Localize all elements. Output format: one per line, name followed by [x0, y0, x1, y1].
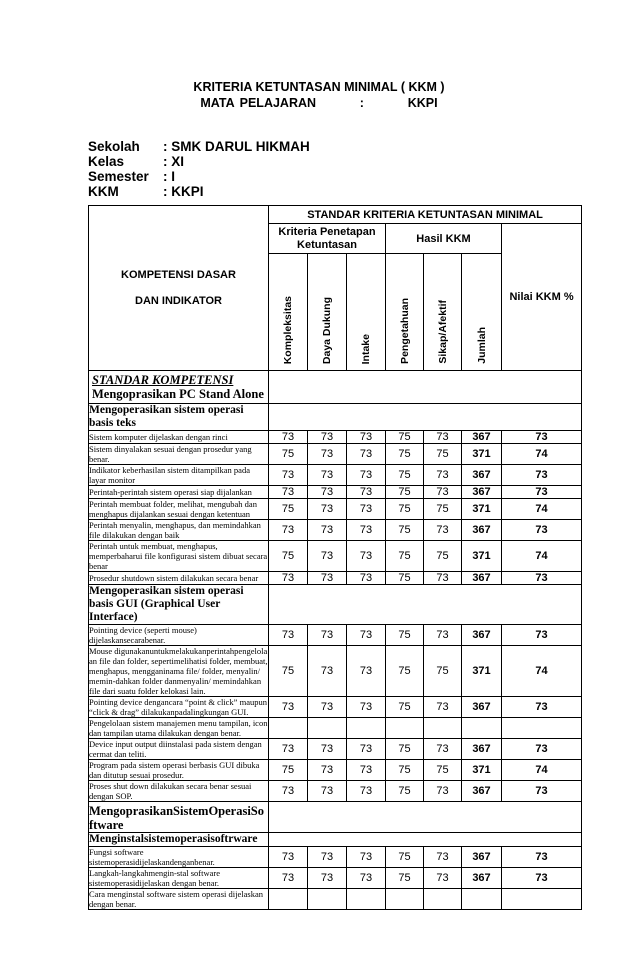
jumlah-value: 367 [462, 739, 502, 760]
intake-value [347, 889, 386, 910]
standar-kompetensi-cell [89, 371, 269, 404]
jumlah-value: 367 [462, 431, 502, 444]
intake-value: 73 [347, 444, 386, 465]
daya-dukung-value: 73 [308, 520, 347, 541]
daya-dukung-value: 73 [308, 444, 347, 465]
indikator-text: Perintah-perintah sistem operasi siap dijalankan [89, 486, 269, 499]
kriteria-header: Kriteria Penetapan Ketuntasan [269, 224, 386, 254]
daya-dukung-value: 73 [308, 697, 347, 718]
pengetahuan-value: 75 [386, 541, 424, 572]
daya-dukung-value: 73 [308, 541, 347, 572]
kompleksitas-value: 73 [269, 520, 308, 541]
nilai-kkm-value: 73 [502, 520, 582, 541]
table-row [89, 585, 582, 625]
nilai-kkm-value: 73 [502, 697, 582, 718]
table-row [89, 572, 582, 585]
info-semester [88, 169, 175, 184]
empty-cell [269, 833, 582, 847]
nilai-kkm-value: 74 [502, 646, 582, 697]
jumlah-value [462, 718, 502, 739]
info-label: Semester [88, 169, 149, 184]
nilai-kkm-value: 73 [502, 781, 582, 802]
table-row [89, 847, 582, 868]
nilai-kkm-value: 74 [502, 444, 582, 465]
intake-value: 73 [347, 625, 386, 646]
info-class [88, 154, 184, 169]
kompleksitas-value: 73 [269, 868, 308, 889]
daya-dukung-value: 73 [308, 465, 347, 486]
jumlah-value: 367 [462, 572, 502, 585]
kompleksitas-value: 73 [269, 431, 308, 444]
info-value: : KKPI [163, 184, 204, 199]
daya-dukung-value: 73 [308, 781, 347, 802]
table-row [89, 431, 582, 444]
hasil-header: Hasil KKM [386, 224, 502, 254]
empty-cell [269, 404, 582, 431]
sikap-value: 75 [424, 541, 462, 572]
pengetahuan-value: 75 [386, 781, 424, 802]
col-daya-dukung [308, 254, 347, 371]
document-title: KRITERIA KETUNTASAN MINIMAL ( KKM ) [193, 80, 445, 94]
kompleksitas-value [269, 718, 308, 739]
intake-value: 73 [347, 572, 386, 585]
indikator-text: Proses shut down dilakukan secara benar sesuai dengan SOP. [89, 781, 269, 802]
table-row [89, 760, 582, 781]
table-row [89, 465, 582, 486]
sikap-value [424, 889, 462, 910]
jumlah-value: 367 [462, 465, 502, 486]
subject-line: MATA PELAJARAN : KKPI [200, 96, 438, 110]
pengetahuan-value: 75 [386, 868, 424, 889]
kompleksitas-value: 75 [269, 444, 308, 465]
pengetahuan-value: 75 [386, 572, 424, 585]
kompleksitas-value: 73 [269, 781, 308, 802]
kompleksitas-value: 73 [269, 465, 308, 486]
nilai-kkm-value: 73 [502, 739, 582, 760]
intake-value: 73 [347, 646, 386, 697]
table-row [89, 486, 582, 499]
info-kkm [88, 184, 204, 199]
table-row [89, 889, 582, 910]
jumlah-value: 371 [462, 760, 502, 781]
indikator-text: Pointing device (seperti mouse) dijelaskansecarabenar. [89, 625, 269, 646]
jumlah-value [462, 889, 502, 910]
indikator-text: Perintah untuk membuat, menghapus, memperbaharui file konfigurasi sistem dibuat secara benar [89, 541, 268, 571]
table-row [89, 371, 582, 404]
intake-value: 73 [347, 697, 386, 718]
info-value: : SMK DARUL HIKMAH [163, 139, 310, 154]
sikap-value: 73 [424, 697, 462, 718]
kompleksitas-value: 73 [269, 572, 308, 585]
table-row [89, 520, 582, 541]
nilai-kkm-value: 73 [502, 465, 582, 486]
indikator-text: Prosedur shutdown sistem dilakukan secara benar [89, 572, 269, 585]
intake-value: 73 [347, 760, 386, 781]
daya-dukung-value: 73 [308, 739, 347, 760]
table-row [89, 444, 582, 465]
table-row [89, 499, 582, 520]
jumlah-value: 371 [462, 541, 502, 572]
kompleksitas-value: 73 [269, 847, 308, 868]
col-label: Kompleksitas [282, 295, 294, 364]
col-label: Intake [360, 333, 372, 364]
jumlah-value: 367 [462, 868, 502, 889]
intake-value: 73 [347, 781, 386, 802]
sikap-value: 75 [424, 760, 462, 781]
table-row [89, 739, 582, 760]
pengetahuan-value: 75 [386, 499, 424, 520]
sikap-value: 73 [424, 781, 462, 802]
table-row [89, 541, 582, 572]
pengetahuan-value: 75 [386, 486, 424, 499]
col-label: Sikap/Afektif [436, 300, 449, 364]
daya-dukung-value: 73 [308, 646, 347, 697]
daya-dukung-value: 73 [308, 431, 347, 444]
pengetahuan-value: 75 [386, 760, 424, 781]
daya-dukung-value: 73 [308, 499, 347, 520]
intake-value: 73 [347, 499, 386, 520]
nilai-kkm-value: 74 [502, 760, 582, 781]
nilai-kkm-value: 73 [502, 625, 582, 646]
indikator-text: Device input output diinstalasi pada sistem dengan cermat dan teliti. [89, 739, 269, 760]
intake-value: 73 [347, 739, 386, 760]
indikator-text: Indikator keberhasilan sistem ditampilkan pada layar monitor [89, 465, 269, 486]
nilai-kkm-value [502, 718, 582, 739]
pengetahuan-value: 75 [386, 847, 424, 868]
indikator-text: Mouse digunakanuntukmelakukanperintahpengelola an file dan folder, sepertimelihatisi folder, membuat, menghapus, mengganinama file/ folder, menyalin/ memin-dahkan folder danmenyalin/ memindahkan file dari suatu folder kelokasi lain. [89, 646, 268, 696]
sikap-value: 73 [424, 431, 462, 444]
kompleksitas-value: 73 [269, 625, 308, 646]
kompetensi-dasar: Menginstalsistemoperasisoftrware [89, 833, 269, 847]
indikator-text: Perintah membuat folder, melihat, mengubah dan menghapus dijalankan sesuai dengan ketentuan [89, 499, 269, 520]
kompetensi-dasar: Mengoperasikan sistem operasi basis GUI (Graphical User Interface) [89, 585, 269, 625]
pengetahuan-value [386, 718, 424, 739]
table-row [89, 625, 582, 646]
info-label: KKM [88, 184, 119, 199]
nilai-kkm-value: 73 [502, 847, 582, 868]
pengetahuan-value: 75 [386, 444, 424, 465]
empty-cell [269, 585, 582, 625]
sikap-value: 73 [424, 465, 462, 486]
standar-kompetensi-title: Mengoprasikan PC Stand Alone [92, 387, 264, 401]
pengetahuan-value: 75 [386, 739, 424, 760]
jumlah-value: 371 [462, 499, 502, 520]
table-row [89, 802, 582, 833]
pengetahuan-value: 75 [386, 646, 424, 697]
col-label: Daya Dukung [321, 296, 333, 364]
info-school [88, 139, 310, 154]
table-row [89, 697, 582, 718]
kompleksitas-value: 75 [269, 760, 308, 781]
standar-kompetensi-title: MengoprasikanSistemOperasiSoftware [89, 802, 269, 833]
col-kompleksitas [269, 254, 308, 371]
kkm-table [88, 205, 582, 910]
sikap-value: 73 [424, 625, 462, 646]
daya-dukung-value: 73 [308, 847, 347, 868]
sikap-value: 73 [424, 739, 462, 760]
pengetahuan-value: 75 [386, 520, 424, 541]
intake-value: 73 [347, 486, 386, 499]
kompleksitas-value: 73 [269, 486, 308, 499]
daya-dukung-value: 73 [308, 572, 347, 585]
jumlah-value: 367 [462, 625, 502, 646]
indikator-text: Langkah-langkahmengin-stal software sistemoperasidijelaskan dengan benar. [89, 868, 269, 889]
sikap-value [424, 718, 462, 739]
info-value: : I [163, 169, 175, 184]
col-pengetahuan [386, 254, 424, 371]
pengetahuan-value: 75 [386, 697, 424, 718]
nilai-kkm-value: 73 [502, 572, 582, 585]
sikap-value: 73 [424, 520, 462, 541]
standar-header: STANDAR KRITERIA KETUNTASAN MINIMAL [269, 206, 582, 224]
sikap-value: 75 [424, 646, 462, 697]
nilai-kkm-value: 74 [502, 541, 582, 572]
daya-dukung-value: 73 [308, 625, 347, 646]
pengetahuan-value: 75 [386, 465, 424, 486]
daya-dukung-value: 73 [308, 868, 347, 889]
empty-cell [269, 802, 582, 833]
nilai-header: Nilai KKM % [502, 224, 582, 371]
kompetensi-dasar: Mengoperasikan sistem operasi basis teks [89, 404, 269, 431]
table-row [89, 646, 582, 697]
kompleksitas-value: 75 [269, 646, 308, 697]
table-row [89, 833, 582, 847]
nilai-kkm-value: 74 [502, 499, 582, 520]
jumlah-value: 367 [462, 486, 502, 499]
col-jumlah [462, 254, 502, 371]
sikap-value: 73 [424, 868, 462, 889]
daya-dukung-value: 73 [308, 760, 347, 781]
indikator-text: Cara menginstal software sistem operasi dijelaskan dengan benar. [89, 889, 269, 910]
intake-value: 73 [347, 541, 386, 572]
col-label: Pengetahuan [398, 298, 411, 364]
intake-value: 73 [347, 431, 386, 444]
indikator-text: Sistem komputer dijelaskan dengan rinci [89, 431, 269, 444]
standar-kompetensi-label: STANDAR KOMPETENSI [92, 373, 234, 387]
pengetahuan-value: 75 [386, 431, 424, 444]
table-row [89, 718, 582, 739]
indikator-text: Pengelolaan sistem manajemen menu tampilan, icon dan tampilan utama dilakukan dengan benar. [89, 718, 268, 738]
indikator-text: Program pada sistem operasi berbasis GUI dibuka dan ditutup sesuai prosedur. [89, 760, 269, 781]
pengetahuan-value [386, 889, 424, 910]
pengetahuan-value: 75 [386, 625, 424, 646]
table-row [89, 781, 582, 802]
jumlah-value: 367 [462, 520, 502, 541]
indikator-text: Sistem dinyalakan sesuai dengan prosedur yang benar. [89, 444, 269, 465]
jumlah-value: 371 [462, 646, 502, 697]
intake-value: 73 [347, 847, 386, 868]
nilai-kkm-value: 73 [502, 486, 582, 499]
sikap-value: 75 [424, 444, 462, 465]
indikator-text: Fungsi software sistemoperasidijelaskandenganbenar. [89, 847, 269, 868]
empty-cell [269, 371, 582, 404]
kompetensi-header [89, 206, 269, 371]
indikator-text: Pointing device dengancara “point & click” maupun “click & drag” dilakukanpadalingkungan GUI. [89, 697, 267, 717]
intake-value: 73 [347, 868, 386, 889]
kompleksitas-value: 73 [269, 697, 308, 718]
info-label: Kelas [88, 154, 125, 169]
col-intake [347, 254, 386, 371]
sikap-value: 73 [424, 486, 462, 499]
daya-dukung-value [308, 889, 347, 910]
col-label: Jumlah [475, 327, 488, 364]
jumlah-value: 367 [462, 847, 502, 868]
kompetensi-header-line1: KOMPETENSI DASAR [121, 269, 236, 281]
daya-dukung-value: 73 [308, 486, 347, 499]
table-row [89, 868, 582, 889]
kompleksitas-value [269, 889, 308, 910]
daya-dukung-value [308, 718, 347, 739]
kompetensi-header-line2: DAN INDIKATOR [135, 295, 222, 307]
sikap-value: 73 [424, 572, 462, 585]
jumlah-value: 367 [462, 697, 502, 718]
intake-value [347, 718, 386, 739]
nilai-kkm-value: 73 [502, 868, 582, 889]
table-row [89, 404, 582, 431]
jumlah-value: 371 [462, 444, 502, 465]
kompleksitas-value: 75 [269, 541, 308, 572]
intake-value: 73 [347, 465, 386, 486]
col-sikap [424, 254, 462, 371]
intake-value: 73 [347, 520, 386, 541]
indikator-text: Perintah menyalin, menghapus, dan memindahkan file dilakukan dengan baik [89, 520, 269, 541]
sikap-value: 73 [424, 847, 462, 868]
nilai-kkm-value [502, 889, 582, 910]
nilai-kkm-value: 73 [502, 431, 582, 444]
info-label: Sekolah [88, 139, 140, 154]
kompleksitas-value: 75 [269, 499, 308, 520]
sikap-value: 75 [424, 499, 462, 520]
jumlah-value: 367 [462, 781, 502, 802]
info-value: : XI [163, 154, 185, 169]
kompleksitas-value: 73 [269, 739, 308, 760]
